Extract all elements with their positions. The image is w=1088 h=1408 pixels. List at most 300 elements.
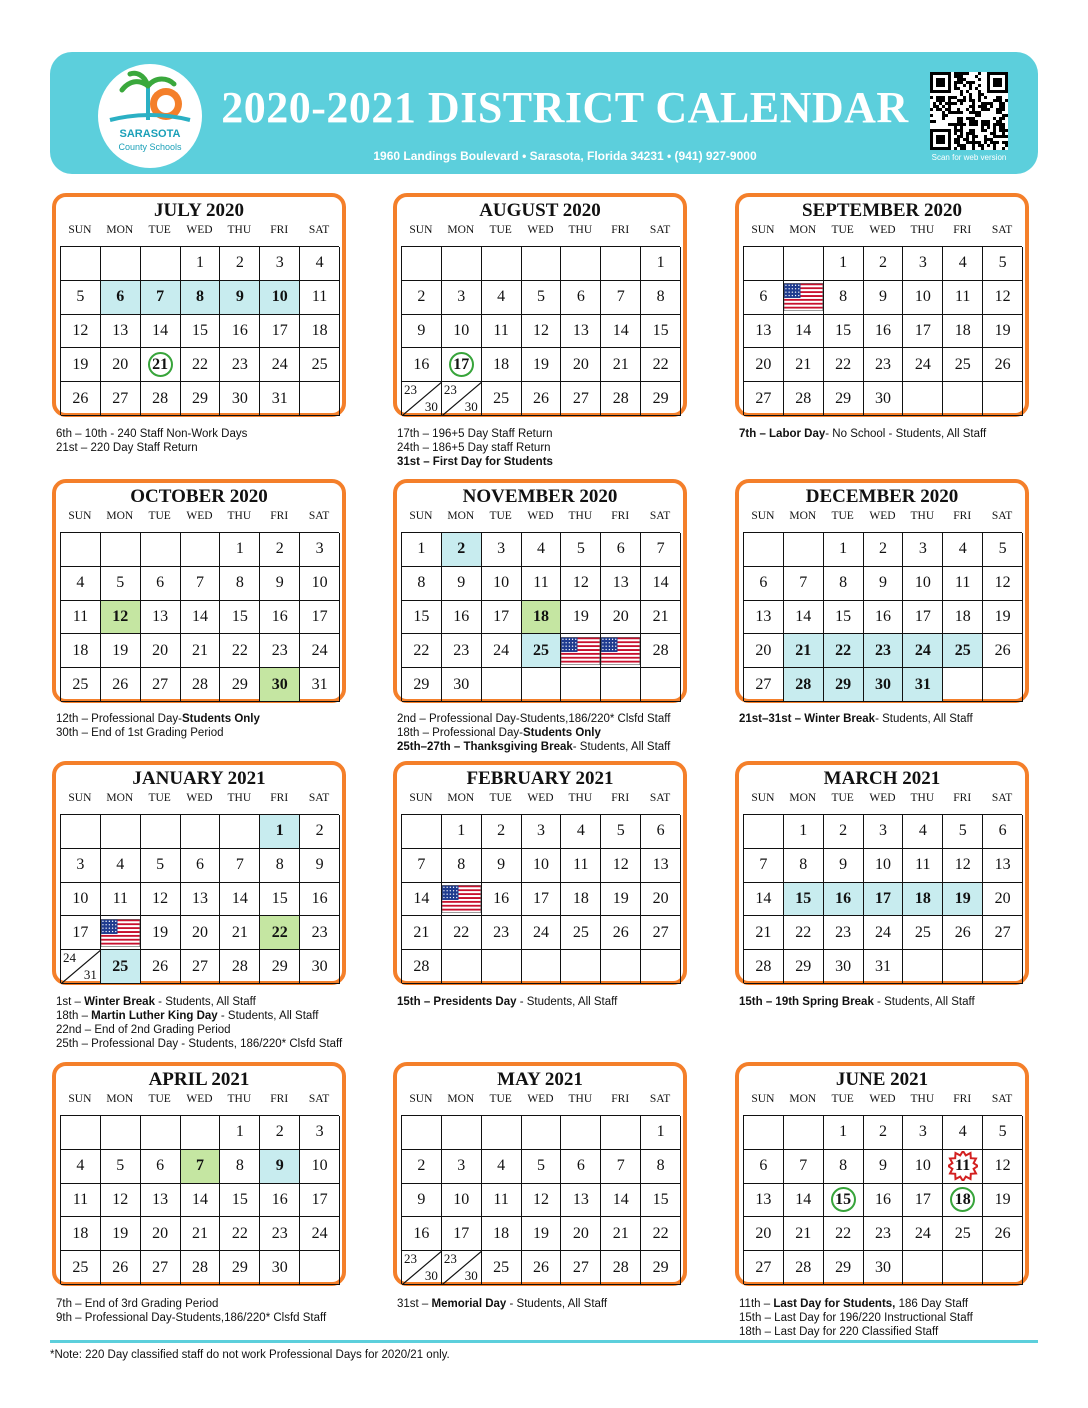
note-text: Winter Break [84, 996, 155, 1008]
weekday-header: WED [186, 510, 213, 522]
empty-cell [181, 815, 221, 849]
day-14: 14 [784, 1184, 824, 1218]
empty-cell [744, 815, 784, 849]
day-26: 26 [101, 1251, 141, 1285]
day-22: 22 [402, 634, 442, 668]
day-28: 28 [744, 950, 784, 984]
district-logo [98, 64, 202, 168]
weekday-header: SAT [308, 510, 330, 522]
us-flag-icon [601, 637, 640, 665]
weekday-header: WED [527, 1093, 554, 1105]
day-26: 26 [522, 382, 562, 416]
note-text: - No School - Students, All Staff [825, 428, 987, 440]
day-29: 29 [220, 668, 260, 702]
calendar-grid [743, 792, 1022, 975]
day-5: 5 [141, 849, 181, 883]
weekday-header: WED [186, 792, 213, 804]
day-11: 11 [943, 281, 983, 315]
day-7: 7 [744, 849, 784, 883]
note-text: 15th – Presidents Day [397, 996, 517, 1008]
day-26: 26 [61, 382, 101, 416]
day-17: 17 [61, 916, 101, 950]
day-18-holiday [101, 916, 141, 950]
day-3: 3 [482, 533, 522, 567]
day-18: 18 [943, 315, 983, 349]
day-number: 30 [464, 1267, 478, 1283]
month-april-2021 [52, 1062, 346, 1286]
day-31: 31 [864, 950, 904, 984]
month-title: JUNE 2021 [835, 1069, 929, 1090]
day-12: 12 [101, 601, 141, 635]
day-1: 1 [402, 533, 442, 567]
empty-cell [744, 1116, 784, 1150]
day-22: 22 [641, 1217, 681, 1251]
day-23: 23 [220, 348, 260, 382]
weekday-header: SAT [308, 792, 330, 804]
day-21: 21 [220, 916, 260, 950]
weekday-header: MON [106, 792, 134, 804]
day-6: 6 [601, 533, 641, 567]
footer-divider [50, 1340, 1038, 1343]
day-15: 15 [181, 315, 221, 349]
weekday-header: FRI [953, 224, 972, 236]
day-3: 3 [864, 815, 904, 849]
empty-cell [983, 668, 1023, 702]
day-22: 22 [641, 348, 681, 382]
weekday-header: MON [789, 792, 817, 804]
day-12: 12 [983, 567, 1023, 601]
weekday-header: THU [910, 510, 935, 522]
day-28: 28 [181, 1251, 221, 1285]
empty-cell [101, 815, 141, 849]
weekday-header: SAT [991, 1093, 1013, 1105]
day-25: 25 [943, 634, 983, 668]
day-number: 23 [404, 1251, 417, 1267]
day-26: 26 [101, 668, 141, 702]
empty-cell [903, 950, 943, 984]
day-31: 31 [903, 668, 943, 702]
note-text: 31st – First Day for Students [397, 456, 553, 468]
weekday-header: SAT [991, 792, 1013, 804]
day-13: 13 [744, 1184, 784, 1218]
day-23: 23 [260, 1217, 300, 1251]
day-27: 27 [744, 382, 784, 416]
day-24: 24 [903, 634, 943, 668]
day-14: 14 [220, 883, 260, 917]
day-1: 1 [824, 533, 864, 567]
day-27: 27 [561, 382, 601, 416]
note-line [397, 455, 697, 469]
empty-cell [943, 1251, 983, 1285]
day-20: 20 [744, 1217, 784, 1251]
weekday-header: WED [527, 510, 554, 522]
note-text: - Students, All Staff [572, 741, 671, 753]
day-15: 15 [220, 601, 260, 635]
day-21: 21 [784, 348, 824, 382]
day-27: 27 [561, 1251, 601, 1285]
day-10: 10 [300, 567, 340, 601]
day-number: 30 [424, 398, 438, 414]
day-27: 27 [181, 950, 221, 984]
day-23: 23 [260, 634, 300, 668]
day-21: 21 [744, 916, 784, 950]
day-5: 5 [983, 533, 1023, 567]
circled-day: 18 [950, 1187, 975, 1212]
day-14: 14 [784, 315, 824, 349]
note-text: 17th – 196+5 Day Staff Return [397, 428, 553, 440]
month-august-2020 [393, 193, 687, 417]
empty-cell [903, 1251, 943, 1285]
note-line [739, 712, 1039, 726]
day-8: 8 [824, 281, 864, 315]
day-6: 6 [744, 1150, 784, 1184]
weekday-header: FRI [270, 1093, 289, 1105]
day-8: 8 [260, 849, 300, 883]
day-27: 27 [641, 916, 681, 950]
day-19: 19 [61, 348, 101, 382]
note-text: 7th – End of 3rd Grading Period [56, 1298, 219, 1310]
note-text: 6th – 10th - 240 Staff Non-Work Days [56, 428, 248, 440]
day-9: 9 [824, 849, 864, 883]
day-21: 21 [784, 634, 824, 668]
day-24: 24 [522, 916, 562, 950]
day-7: 7 [784, 567, 824, 601]
day-cells [401, 246, 680, 415]
calendar-grid [401, 224, 680, 414]
day-30: 30 [300, 950, 340, 984]
day-22: 22 [784, 916, 824, 950]
day-12: 12 [983, 1150, 1023, 1184]
month-notes [739, 1297, 1039, 1339]
weekday-header: SUN [751, 1093, 775, 1105]
note-text: - Students, All Staff [506, 1298, 608, 1310]
day-14: 14 [601, 1184, 641, 1218]
month-title: DECEMBER 2020 [805, 486, 959, 507]
day-21: 21 [601, 348, 641, 382]
day-17: 17 [903, 601, 943, 635]
day-4: 4 [522, 533, 562, 567]
day-6: 6 [101, 281, 141, 315]
weekday-header: MON [789, 224, 817, 236]
day-7: 7 [601, 1150, 641, 1184]
day-13: 13 [744, 315, 784, 349]
month-notes [56, 712, 356, 740]
us-flag-icon [442, 885, 481, 913]
day-cells [743, 532, 1022, 701]
day-10: 10 [864, 849, 904, 883]
weekday-header: FRI [953, 792, 972, 804]
weekday-header: WED [869, 1093, 896, 1105]
day-16: 16 [260, 601, 300, 635]
day-9: 9 [402, 315, 442, 349]
day-5: 5 [601, 815, 641, 849]
weekday-header: SUN [409, 224, 433, 236]
day-number: 31 [83, 966, 97, 982]
day-20: 20 [601, 601, 641, 635]
day-17: 17 [903, 1184, 943, 1218]
empty-cell [482, 1116, 522, 1150]
day-19: 19 [983, 1184, 1023, 1218]
weekday-header: WED [527, 224, 554, 236]
day-8: 8 [824, 567, 864, 601]
footnote: *Note: 220 Day classified staff do not work Professional Days for 2020/21 only. [50, 1349, 450, 1361]
empty-cell [903, 382, 943, 416]
day-24: 24 [482, 634, 522, 668]
day-15: 15 [784, 883, 824, 917]
day-7: 7 [220, 849, 260, 883]
calendar-grid [743, 510, 1022, 693]
day-26: 26 [522, 1251, 562, 1285]
day-27: 27 [744, 1251, 784, 1285]
empty-cell [784, 247, 824, 281]
day-22: 22 [824, 634, 864, 668]
day-23: 23 [864, 634, 904, 668]
note-text: 1st – [56, 996, 85, 1008]
note-line [739, 1297, 1039, 1311]
day-8: 8 [641, 1150, 681, 1184]
empty-cell [943, 668, 983, 702]
empty-cell [561, 668, 601, 702]
empty-cell [784, 533, 824, 567]
weekday-header: FRI [953, 1093, 972, 1105]
day-23: 23 [864, 1217, 904, 1251]
day-cells [743, 814, 1022, 983]
day-15: 15 [220, 1184, 260, 1218]
day-10: 10 [522, 849, 562, 883]
day-11: 11 [903, 849, 943, 883]
day-17: 17 [300, 1184, 340, 1218]
day-1: 1 [824, 247, 864, 281]
day-15: 15 [824, 315, 864, 349]
day-26: 26 [983, 634, 1023, 668]
day-25: 25 [482, 1251, 522, 1285]
day-5: 5 [561, 533, 601, 567]
day-21: 21 [181, 1217, 221, 1251]
day-2: 2 [220, 247, 260, 281]
day-2: 2 [864, 533, 904, 567]
day-cells [401, 532, 680, 701]
day-19: 19 [101, 634, 141, 668]
empty-cell [220, 815, 260, 849]
day-19: 19 [522, 1217, 562, 1251]
weekday-header: FRI [270, 510, 289, 522]
weekday-header: MON [789, 510, 817, 522]
day-12: 12 [61, 315, 101, 349]
empty-cell [561, 950, 601, 984]
weekday-header: TUE [831, 1093, 854, 1105]
weekday-header: THU [227, 224, 252, 236]
day-20: 20 [561, 348, 601, 382]
split-day-cell [402, 1251, 442, 1285]
calendar-grid [743, 1093, 1022, 1276]
empty-cell [641, 950, 681, 984]
day-21: 21 [784, 1217, 824, 1251]
day-cells [743, 246, 1022, 415]
weekday-header: SAT [308, 1093, 330, 1105]
day-2: 2 [260, 533, 300, 567]
weekday-header: SAT [649, 510, 671, 522]
day-4: 4 [61, 1150, 101, 1184]
day-1: 1 [442, 815, 482, 849]
month-notes [739, 995, 1039, 1009]
qr-code[interactable] [930, 72, 1008, 150]
day-3: 3 [61, 849, 101, 883]
day-25: 25 [61, 1251, 101, 1285]
day-number: 23 [443, 1251, 457, 1267]
weekday-header: THU [910, 224, 935, 236]
note-line [739, 995, 1039, 1009]
note-line [397, 712, 697, 726]
note-line [397, 441, 697, 455]
day-7: 7 [402, 849, 442, 883]
empty-cell [744, 533, 784, 567]
day-16: 16 [402, 1217, 442, 1251]
note-line [397, 740, 697, 754]
note-text: 15th – Last Day for 196/220 Instructional Staff [739, 1312, 973, 1324]
day-5: 5 [983, 247, 1023, 281]
day-28: 28 [220, 950, 260, 984]
day-18: 18 [61, 634, 101, 668]
empty-cell [601, 247, 641, 281]
day-cells [401, 1115, 680, 1284]
empty-cell [601, 950, 641, 984]
day-cells [60, 246, 339, 415]
day-18: 18 [482, 1217, 522, 1251]
day-10: 10 [300, 1150, 340, 1184]
empty-cell [561, 247, 601, 281]
day-24: 24 [260, 348, 300, 382]
day-6: 6 [641, 815, 681, 849]
note-line [56, 726, 356, 740]
day-21 [141, 348, 181, 382]
day-7: 7 [601, 281, 641, 315]
weekday-header: TUE [831, 792, 854, 804]
weekday-header: THU [227, 1093, 252, 1105]
day-18: 18 [522, 601, 562, 635]
day-30: 30 [864, 1251, 904, 1285]
day-13: 13 [601, 567, 641, 601]
day-28: 28 [784, 1251, 824, 1285]
day-25: 25 [300, 348, 340, 382]
day-5: 5 [983, 1116, 1023, 1150]
day-30: 30 [220, 382, 260, 416]
empty-cell [61, 815, 101, 849]
day-18 [943, 1184, 983, 1218]
day-17 [442, 348, 482, 382]
calendar-grid [60, 510, 339, 693]
logo-line2: County Schools [118, 142, 182, 152]
weekday-header: MON [447, 1093, 475, 1105]
day-14: 14 [181, 601, 221, 635]
note-line [56, 1311, 356, 1325]
day-9: 9 [864, 281, 904, 315]
day-3: 3 [903, 247, 943, 281]
day-14: 14 [641, 567, 681, 601]
note-line [397, 1297, 697, 1311]
day-31: 31 [260, 382, 300, 416]
day-7: 7 [181, 1150, 221, 1184]
weekday-header: TUE [148, 224, 171, 236]
day-3: 3 [300, 1116, 340, 1150]
day-3: 3 [442, 1150, 482, 1184]
empty-cell [561, 1116, 601, 1150]
note-text: 7th – Labor Day [739, 428, 826, 440]
weekday-header: SAT [308, 224, 330, 236]
day-5: 5 [522, 281, 562, 315]
day-11 [943, 1150, 983, 1184]
month-notes [397, 1297, 697, 1311]
day-17: 17 [300, 601, 340, 635]
day-11: 11 [522, 567, 562, 601]
day-26: 26 [983, 348, 1023, 382]
weekday-header: WED [186, 1093, 213, 1105]
day-cells [60, 1115, 339, 1284]
day-11: 11 [300, 281, 340, 315]
calendar-grid [401, 1093, 680, 1283]
note-line [56, 441, 356, 455]
empty-cell [101, 1116, 141, 1150]
empty-cell [61, 533, 101, 567]
note-line [56, 995, 356, 1009]
month-title: JULY 2020 [154, 200, 244, 221]
day-26: 26 [943, 916, 983, 950]
day-29: 29 [260, 950, 300, 984]
note-line [739, 1311, 1039, 1325]
note-text: 2nd – Professional Day-Students,186/220* Clsfd Staff [397, 713, 671, 725]
weekday-header: TUE [148, 1093, 171, 1105]
day-4: 4 [903, 815, 943, 849]
day-4: 4 [943, 1116, 983, 1150]
day-12: 12 [561, 567, 601, 601]
day-22: 22 [220, 1217, 260, 1251]
day-4: 4 [943, 247, 983, 281]
weekday-header: WED [869, 510, 896, 522]
day-29: 29 [824, 1251, 864, 1285]
empty-cell [601, 1116, 641, 1150]
day-16: 16 [260, 1184, 300, 1218]
day-18: 18 [943, 601, 983, 635]
day-12: 12 [601, 849, 641, 883]
empty-cell [402, 815, 442, 849]
month-title: AUGUST 2020 [479, 200, 601, 221]
weekday-header: THU [568, 224, 593, 236]
note-text: 18th – Professional Day- [397, 727, 523, 739]
weekday-header: SAT [991, 224, 1013, 236]
day-12: 12 [983, 281, 1023, 315]
day-9: 9 [260, 1150, 300, 1184]
weekday-header: SUN [409, 792, 433, 804]
month-october-2020 [52, 479, 346, 703]
day-8: 8 [181, 281, 221, 315]
day-1: 1 [641, 1116, 681, 1150]
weekday-header: SUN [68, 1093, 92, 1105]
day-10: 10 [442, 315, 482, 349]
day-15 [824, 1184, 864, 1218]
day-number: 30 [424, 1267, 438, 1283]
day-10: 10 [442, 1184, 482, 1218]
weekday-header: WED [527, 792, 554, 804]
day-26: 26 [983, 1217, 1023, 1251]
day-9: 9 [220, 281, 260, 315]
day-13: 13 [141, 1184, 181, 1218]
page-title: 2020-2021 DISTRICT CALENDAR [221, 83, 909, 132]
day-7: 7 [784, 1150, 824, 1184]
day-30: 30 [260, 668, 300, 702]
weekday-header: TUE [489, 510, 512, 522]
weekday-header: WED [186, 224, 213, 236]
month-notes [397, 712, 697, 754]
day-13: 13 [101, 315, 141, 349]
